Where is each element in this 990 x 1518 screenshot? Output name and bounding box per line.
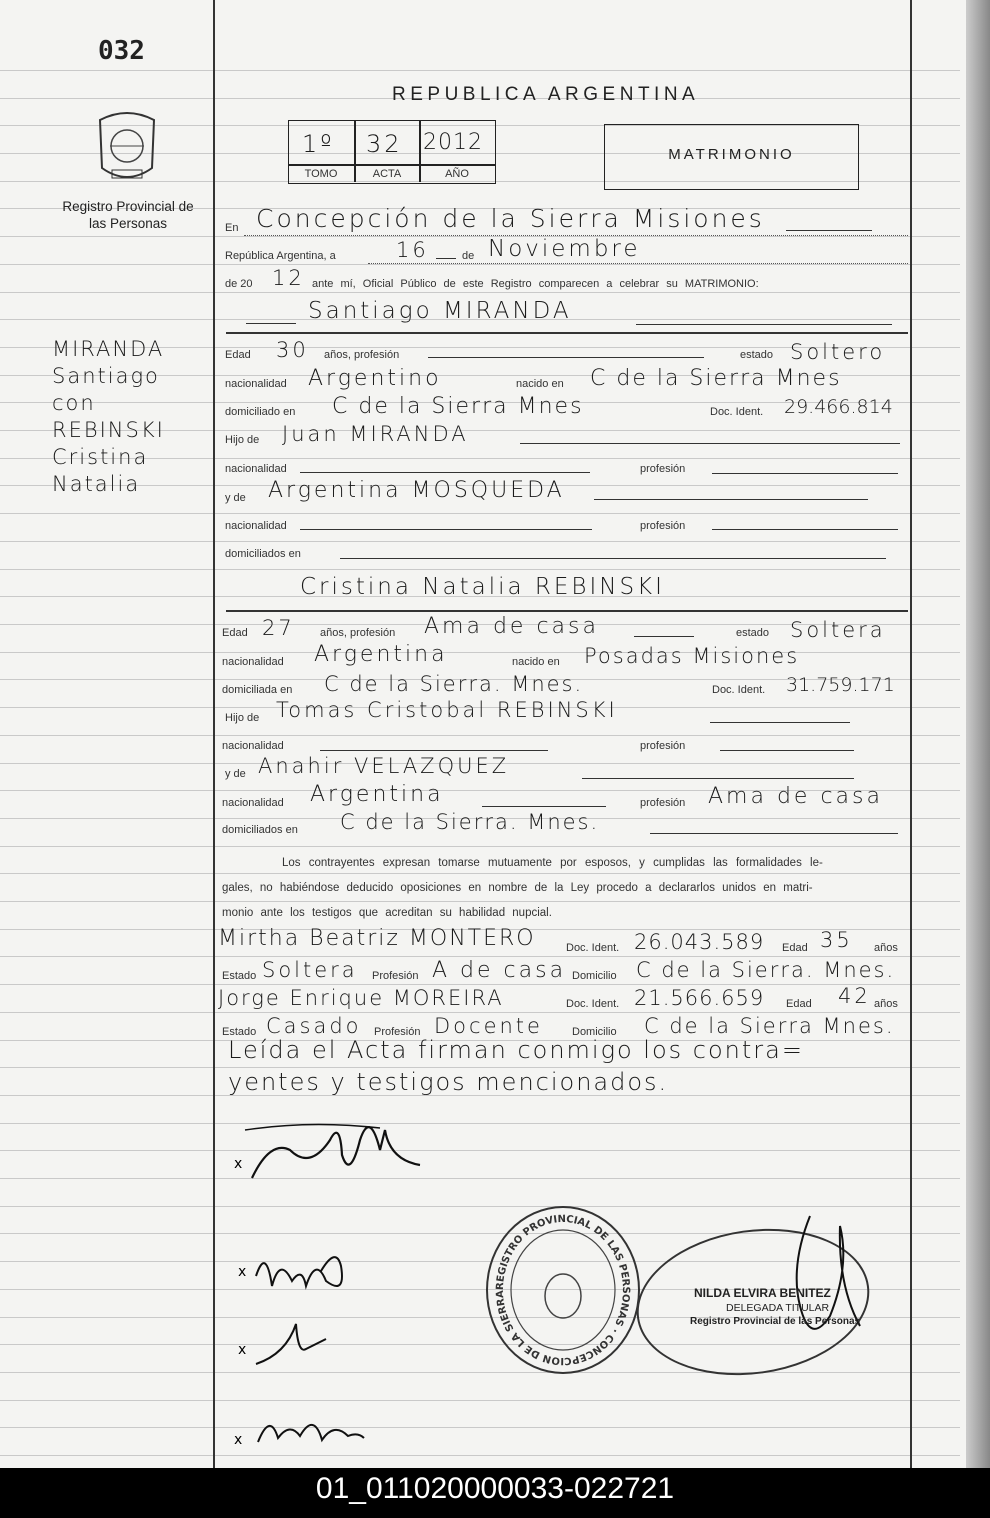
officer-signature	[760, 1206, 870, 1356]
declaration-line-3: monio ante los testigos que acreditan su habilidad nupcial.	[222, 907, 552, 919]
bride-name: Cristina Natalia REBINSKI	[300, 574, 665, 600]
binding-edge	[966, 0, 990, 1468]
bride-domiciliada-label: domiciliada en	[222, 684, 293, 696]
officer-title: DELEGADA TITULAR	[726, 1302, 830, 1314]
witness1-anios-label: años	[874, 942, 898, 954]
bride-mother: Anahir VELAZQUEZ	[258, 754, 510, 778]
margin-line	[213, 0, 215, 1468]
year-suffix: 12	[272, 266, 305, 290]
groom-father-prof-label: profesión	[640, 463, 686, 475]
ruled-line	[0, 1012, 960, 1013]
groom-estado: Soltero	[790, 340, 886, 364]
ruled-line	[0, 569, 960, 570]
bride-father: Tomas Cristobal REBINSKI	[276, 698, 618, 722]
svg-text:x: x	[234, 1432, 243, 1448]
bride-nacionalidad-label: nacionalidad	[222, 656, 284, 668]
bride-yde-label: y de	[225, 768, 246, 780]
witness2-estado-label: Estado	[222, 1026, 257, 1038]
signature-bride	[236, 1236, 366, 1306]
bride-mother-profession: Ama de casa	[708, 784, 883, 809]
seal-emblem	[488, 1208, 638, 1372]
ruled-line	[0, 513, 960, 514]
bride-doc-label: Doc. Ident.	[712, 684, 766, 696]
ruled-line	[0, 1455, 960, 1456]
ruled-line	[0, 1123, 960, 1124]
groom-father-nat-label: nacionalidad	[225, 463, 287, 475]
ruled-line	[0, 1150, 960, 1151]
ruled-line	[0, 1427, 960, 1428]
en-label: En	[225, 222, 239, 234]
declaration-line-2: gales, no habiéndose deducido oposiciones en nombre de la Ley procedo a declararlos unidos en matri-	[222, 882, 813, 894]
witness1-name: Mirtha Beatriz MONTERO	[218, 926, 536, 951]
country-title: REPUBLICA ARGENTINA	[392, 84, 700, 105]
month: Noviembre	[488, 236, 641, 262]
declaration-line-1: Los contrayentes expresan tomarse mutuamente por esposos, y cumplidas las formalidades le-	[282, 857, 823, 869]
groom-father: Juan MIRANDA	[282, 422, 469, 446]
witness2-domicile: C de la Sierra Mnes.	[644, 1014, 895, 1038]
witness1-domicile: C de la Sierra. Mnes.	[636, 958, 896, 982]
witness2-domicilio-label: Domicilio	[572, 1026, 617, 1038]
day: 16	[396, 238, 429, 262]
bride-mother-nat-label: nacionalidad	[222, 797, 284, 809]
bride-mother-prof-label: profesión	[640, 797, 686, 809]
svg-text:x: x	[238, 1264, 247, 1280]
witness2-edad-label: Edad	[786, 998, 812, 1010]
ruled-line	[0, 264, 960, 265]
witness2-doc-label: Doc. Ident.	[566, 998, 620, 1010]
bride-domiciliados-label: domiciliados en	[222, 824, 298, 836]
svg-text:x: x	[234, 1156, 243, 1172]
bride-separator	[226, 610, 908, 612]
witness2-profession: Docente	[434, 1014, 543, 1038]
acta-label: ACTA	[372, 168, 402, 180]
groom-doc: 29.466.814	[784, 396, 893, 418]
witness1-estado-label: Estado	[222, 970, 257, 982]
bride-parents-domicile: C de la Sierra. Mnes.	[340, 810, 600, 834]
witness2-doc: 21.566.659	[634, 986, 765, 1010]
signature-groom	[230, 1100, 430, 1200]
witness1-doc-label: Doc. Ident.	[566, 942, 620, 954]
signature-witness-2	[230, 1392, 380, 1462]
anio-label: AÑO	[445, 168, 469, 180]
year-prefix: de 20	[225, 278, 253, 290]
closing-line-2: yentes y testigos mencionados.	[228, 1068, 669, 1096]
bride-age: 27	[262, 616, 295, 640]
acta-value: 32	[366, 130, 403, 158]
witness2-profesion-label: Profesión	[374, 1026, 421, 1038]
de-label: de	[462, 250, 475, 262]
witness1-doc: 26.043.589	[634, 930, 765, 954]
ruled-line	[0, 1178, 960, 1179]
tomo-label: TOMO	[304, 168, 338, 180]
groom-domicile: C de la Sierra Mnes	[332, 394, 584, 419]
groom-separator	[226, 332, 908, 334]
witness1-domicilio-label: Domicilio	[572, 970, 617, 982]
signature-witness-1	[236, 1304, 346, 1374]
witness1-estado: Soltera	[262, 958, 358, 982]
tomo-value: 1º	[302, 130, 335, 158]
groom-hijo-label: Hijo de	[225, 434, 260, 446]
right-margin-line	[910, 0, 912, 1468]
closing-line-1: Leída el Acta firman conmigo los contra=	[228, 1036, 804, 1064]
groom-nacionalidad-label: nacionalidad	[225, 378, 287, 390]
bride-hijo-label: Hijo de	[225, 712, 260, 724]
groom-nacido-label: nacido en	[516, 378, 564, 390]
record-type: MATRIMONIO	[668, 146, 795, 163]
bride-father-nat-label: nacionalidad	[222, 740, 284, 752]
anio-value: 2012	[423, 130, 483, 155]
groom-name: Santiago MIRANDA	[308, 298, 572, 324]
witness2-estado: Casado	[266, 1014, 362, 1038]
witness2-anios-label: años	[874, 998, 898, 1010]
witness1-edad-label: Edad	[782, 942, 808, 954]
witness1-profesion-label: Profesión	[372, 970, 419, 982]
ruled-line	[0, 956, 960, 957]
ruled-line	[0, 1400, 960, 1401]
registry-name: Registro Provincial de las Personas	[62, 199, 194, 231]
bride-nacido-label: nacido en	[512, 656, 560, 668]
officer-org: Registro Provincial de las Personas	[690, 1316, 861, 1327]
witness1-profession: A de casa	[432, 958, 567, 983]
margin-note: MIRANDA Santiago con REBINSKI Cristina Natalia	[52, 337, 165, 496]
ruled-line	[0, 901, 960, 902]
groom-mother-nat-label: nacionalidad	[225, 520, 287, 532]
groom-doc-label: Doc. Ident.	[710, 406, 764, 418]
ruled-line	[0, 735, 960, 736]
document-id-footer: 01_011020000033-022721	[0, 1468, 990, 1518]
folio-number: 032	[98, 36, 145, 66]
ruled-line	[0, 292, 960, 293]
officer-name: NILDA ELVIRA BENITEZ	[694, 1286, 831, 1300]
svg-text:x: x	[238, 1342, 247, 1358]
groom-mother-prof-label: profesión	[640, 520, 686, 532]
bride-domicile: C de la Sierra. Mnes.	[324, 672, 584, 696]
ruled-line	[0, 1372, 960, 1373]
groom-birthplace: C de la Sierra Mnes	[590, 366, 842, 391]
groom-domiciliado-label: domiciliado en	[225, 406, 296, 418]
official-seal	[486, 1206, 640, 1374]
ruled-line	[0, 541, 960, 542]
groom-edad-label: Edad	[225, 349, 251, 361]
witness2-age: 42	[838, 984, 871, 1008]
bride-nationality: Argentina	[314, 642, 448, 667]
groom-nationality: Argentino	[308, 366, 442, 391]
groom-yde-label: y de	[225, 492, 246, 504]
groom-domiciliados-label: domiciliados en	[225, 548, 301, 560]
bride-estado: Soltera	[790, 618, 886, 642]
ruled-line	[0, 652, 960, 653]
witness2-name: Jorge Enrique MOREIRA	[218, 986, 504, 1010]
ruled-line	[0, 236, 960, 237]
bride-estado-label: estado	[736, 627, 770, 639]
ruled-line	[0, 70, 960, 71]
groom-age: 30	[276, 338, 309, 362]
place: Concepción de la Sierra Misiones	[256, 204, 765, 233]
bride-edad-label: Edad	[222, 627, 248, 639]
bride-doc: 31.759.171	[786, 674, 895, 696]
groom-profesion-label: años, profesión	[324, 349, 400, 361]
registry-logo	[92, 108, 162, 186]
witness1-age: 35	[820, 928, 853, 952]
groom-mother: Argentina MOSQUEDA	[268, 478, 565, 503]
republica-label: República Argentina, a	[225, 250, 336, 262]
ruled-line	[0, 984, 960, 985]
bride-profession: Ama de casa	[424, 614, 599, 639]
bride-father-prof-label: profesión	[640, 740, 686, 752]
groom-estado-label: estado	[740, 349, 774, 361]
svg-text:REGISTRO PROVINCIAL DE LAS PER: REGISTRO PROVINCIAL DE LAS PERSONAS · CONCEPCION DE LA SIERRA	[494, 1213, 632, 1367]
bride-profesion-label: años, profesión	[320, 627, 396, 639]
ruled-line	[0, 846, 960, 847]
ruled-line	[0, 873, 960, 874]
intro-text: ante mí, Oficial Público de este Registro comparecen a celebrar su MATRIMONIO:	[312, 278, 759, 290]
bride-birthplace: Posadas Misiones	[584, 644, 800, 668]
bride-mother-nationality: Argentina	[310, 782, 444, 807]
